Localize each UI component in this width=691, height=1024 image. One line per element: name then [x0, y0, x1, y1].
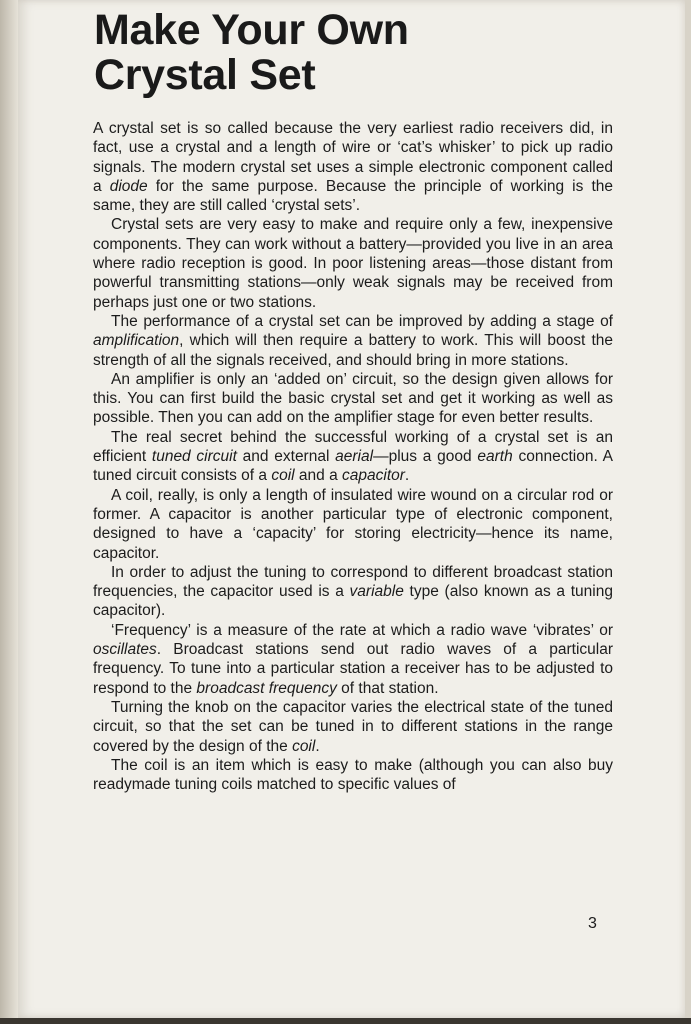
paragraph	[93, 215, 613, 311]
italic-term: variable	[349, 583, 404, 601]
italic-term: oscillates	[93, 641, 157, 659]
italic-term: capacitor	[342, 467, 405, 485]
italic-term: diode	[109, 177, 148, 195]
paragraph	[93, 486, 613, 563]
paragraph	[93, 119, 613, 215]
paragraph	[93, 428, 613, 486]
page-number: 3	[588, 915, 597, 932]
paragraph	[93, 563, 613, 621]
text-run: for the same purpose. Because the principle of working is the same, they are still called ‘crystal sets’.	[93, 177, 613, 215]
body-text	[93, 119, 613, 794]
italic-term: tuned circuit	[151, 448, 237, 466]
text-run: and a	[294, 467, 343, 485]
paragraph	[93, 370, 613, 428]
text-run: A coil, really, is only a length of insulated wire wound on a circular rod or former. A capacitor is another particular type of electronic component, designed to have a ‘capacity’ for storing electricity—hence its name, capacitor.	[93, 486, 613, 562]
italic-term: coil	[271, 467, 295, 485]
text-run: Turning the knob on the capacitor varies the electrical state of the tuned circuit, so that the set can be tuned in to different stations in the range covered by the design of the	[93, 698, 613, 755]
italic-term: amplification	[93, 332, 180, 350]
text-run: .	[315, 737, 320, 755]
text-run: of that station.	[336, 679, 439, 697]
italic-term: broadcast frequency	[196, 679, 337, 697]
text-run: and external	[236, 448, 336, 466]
page-title	[94, 8, 409, 98]
text-run: ‘Frequency’ is a measure of the rate at which a radio wave ‘vibrates’ or	[111, 621, 613, 639]
text-run: The real secret behind the successful working of a crystal set is an efficient	[93, 428, 613, 466]
text-run: , which will then require a battery to work. This will boost the strength of all the signals received, and should bring in more stations.	[93, 332, 613, 369]
page-bottom-edge	[0, 1018, 691, 1024]
text-run: An amplifier is only an ‘added on’ circuit, so the design given allows for this. You can first build the basic crystal set and get it working as well as possible. Then you can add on the amplifier stage for even better results.	[93, 370, 613, 427]
book-binding	[0, 0, 18, 1024]
text-run: type (also known as a tuning capacitor).	[93, 583, 613, 620]
italic-term: aerial	[335, 448, 374, 466]
title-line-2: Crystal Set	[94, 51, 316, 99]
paragraph	[93, 621, 613, 698]
italic-term: coil	[292, 737, 316, 755]
text-run: connection. A tuned circuit consists of a	[93, 448, 613, 485]
text-run: Crystal sets are very easy to make and require only a few, inexpensive components. They can work without a battery—provided you live in an area where radio reception is good. In poor listening areas—those distant from powerful transmitting stations—only weak signals may be received from perhaps just one or two stations.	[93, 216, 613, 311]
text-run: . Broadcast stations send out radio waves of a particular frequency. To tune into a particular station a receiver has to be adjusted to respond to the	[93, 641, 613, 697]
text-run: —plus a good	[373, 448, 478, 466]
text-run: A crystal set is so called because the very earliest radio receivers did, in fact, use a crystal and a length of wire or ‘cat’s whisker’ to pick up radio signals. The modern crystal set uses a simple electronic component called a	[93, 120, 613, 195]
paragraph	[93, 698, 613, 756]
paragraph	[93, 756, 613, 795]
italic-term: earth	[477, 448, 513, 466]
text-run: .	[404, 467, 410, 485]
text-run: The coil is an item which is easy to make (although you can also buy readymade tuning coils matched to specific values of	[93, 756, 613, 794]
text-run: In order to adjust the tuning to correspond to different broadcast station frequencies, the capacitor used is a	[93, 563, 613, 601]
paragraph	[93, 312, 613, 370]
text-run: The performance of a crystal set can be improved by adding a stage of	[111, 312, 613, 330]
title-line-1: Make Your Own	[94, 6, 409, 54]
